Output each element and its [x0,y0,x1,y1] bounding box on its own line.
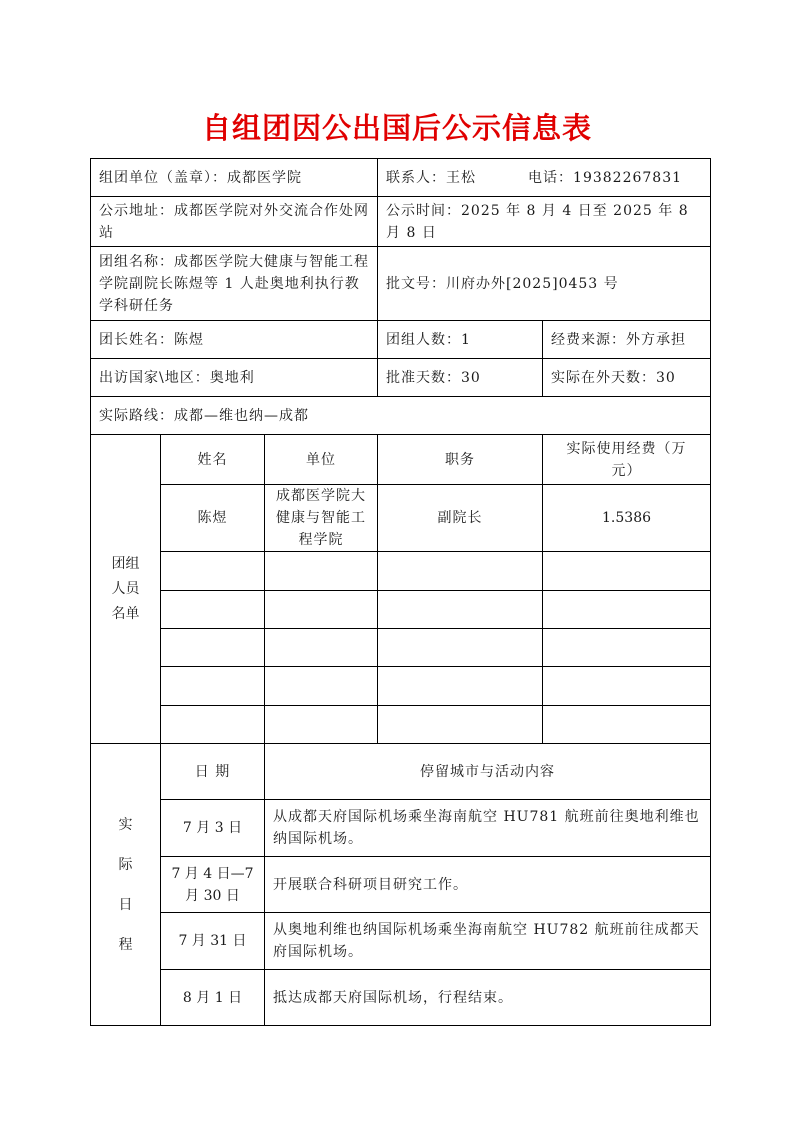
schedule-date: 8 月 1 日 [161,970,265,1026]
member-row-empty [91,706,711,744]
empty-cell [265,706,378,744]
approved-days-cell: 批准天数：30 [378,359,543,397]
empty-cell [161,552,265,591]
schedule-date: 7 月 4 日—7 月 30 日 [161,857,265,913]
empty-cell [378,552,543,591]
members-section-label [91,435,161,744]
empty-cell [543,591,711,629]
schedule-label-3: 日 [118,896,133,913]
empty-cell [265,552,378,591]
row-leader [91,321,711,359]
members-header-row [91,435,711,485]
org-unit-cell: 组团单位（盖章）：成都医学院 [91,159,378,197]
schedule-row [91,800,711,857]
header-date: 日 期 [161,744,265,800]
empty-cell [378,706,543,744]
empty-cell [161,591,265,629]
schedule-content: 从奥地利维也纳国际机场乘坐海南航空 HU782 航班前往成都天府国际机场。 [265,913,711,970]
address-cell: 公示地址：成都医学院对外交流合作处网站 [91,197,378,247]
member-unit: 成都医学院大健康与智能工程学院 [265,485,378,552]
header-cost: 实际使用经费（万元） [543,435,711,485]
funding-cell: 经费来源：外方承担 [543,321,711,359]
empty-cell [161,667,265,706]
schedule-row [91,970,711,1026]
schedule-content: 开展联合科研项目研究工作。 [265,857,711,913]
member-row-empty [91,629,711,667]
empty-cell [265,629,378,667]
empty-cell [161,706,265,744]
header-content: 停留城市与活动内容 [265,744,711,800]
row-route [91,397,711,435]
page-title: 自组团因公出国后公示信息表 [201,111,592,145]
approval-no-cell: 批文号：川府办外[2025]0453 号 [378,247,711,321]
member-cost: 1.5386 [543,485,711,552]
member-row-empty [91,552,711,591]
schedule-content: 从成都天府国际机场乘坐海南航空 HU781 航班前往奥地利维也纳国际机场。 [265,800,711,857]
header-position: 职务 [378,435,543,485]
empty-cell [543,667,711,706]
row-org [91,159,711,197]
schedule-row [91,913,711,970]
header-unit: 单位 [265,435,378,485]
row-country [91,359,711,397]
empty-cell [378,591,543,629]
header-name: 姓名 [161,435,265,485]
empty-cell [378,667,543,706]
members-label-1: 团组 [111,555,140,572]
group-name-cell: 团组名称：成都医学院大健康与智能工程学院副院长陈煜等 1 人赴奥地利执行教学科研任务 [91,247,378,321]
member-row-empty [91,591,711,629]
schedule-label-2: 际 [118,856,133,873]
members-label-3: 名单 [111,605,140,622]
member-name: 陈煜 [161,485,265,552]
empty-cell [161,629,265,667]
info-table [90,158,711,1026]
empty-cell [543,552,711,591]
leader-cell: 团长姓名：陈煜 [91,321,378,359]
member-row-empty [91,667,711,706]
empty-cell [543,706,711,744]
schedule-date: 7 月 31 日 [161,913,265,970]
notice-time-cell: 公示时间：2025 年 8 月 4 日至 2025 年 8 月 8 日 [378,197,711,247]
row-address [91,197,711,247]
member-row [91,485,711,552]
contact-cell [378,159,711,197]
empty-cell [378,629,543,667]
schedule-label-4: 程 [118,936,133,953]
contact-text: 联系人：王松 [386,169,477,186]
actual-days-cell: 实际在外天数：30 [543,359,711,397]
member-position: 副院长 [378,485,543,552]
schedule-section-label [91,744,161,1026]
schedule-header-row [91,744,711,800]
schedule-row [91,857,711,913]
schedule-date: 7 月 3 日 [161,800,265,857]
row-group-name [91,247,711,321]
country-cell: 出访国家\地区：奥地利 [91,359,378,397]
phone-text: 电话：19382267831 [528,169,683,186]
empty-cell [265,591,378,629]
schedule-content: 抵达成都天府国际机场，行程结束。 [265,970,711,1026]
schedule-label-1: 实 [118,816,133,833]
empty-cell [543,629,711,667]
route-cell: 实际路线：成都—维也纳—成都 [91,397,711,435]
empty-cell [265,667,378,706]
members-label-2: 人员 [111,580,140,597]
group-size-cell: 团组人数：1 [378,321,543,359]
